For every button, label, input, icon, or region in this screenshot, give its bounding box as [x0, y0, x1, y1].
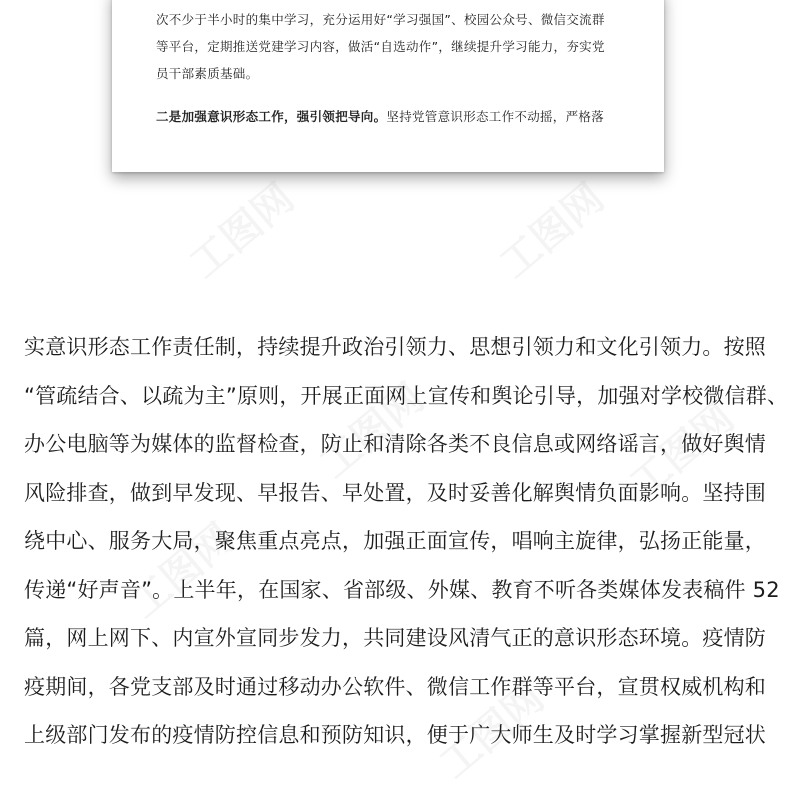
section-heading: 二是加强意识形态工作，强引领把导向。 [156, 109, 387, 124]
watermark [176, 168, 305, 289]
text-line: 绕中心、服务大局，聚焦重点亮点，加强正面宣传，唱响主旋律，弘扬正能量， [24, 529, 766, 553]
preview-line: 等平台，定期推送党建学习内容，做活“自选动作”，继续提升学习能力，夯实党 [156, 39, 605, 54]
main-text [24, 323, 789, 760]
text-line: 办公电脑等为媒体的监督检查，防止和清除各类不良信息或网络谣言，做好舆情 [24, 432, 766, 456]
watermark [486, 168, 615, 289]
preview-line: 员干部素质基础。 [156, 66, 259, 81]
text-line: 传递“好声音”。上半年，在国家、省部级、外媒、教育不听各类媒体发表稿件 52 [24, 577, 780, 602]
preview-line: 次不少于半小时的集中学习，充分运用好“学习强国”、校园公众号、微信交流群 [156, 12, 605, 27]
text-line: 实意识形态工作责任制，持续提升政治引领力、思想引领力和文化引领力。按照 [24, 335, 766, 359]
text-line: 风险排查，做到早发现、早报告、早处置，及时妥善化解舆情负面影响。坚持围 [24, 480, 766, 505]
preview-line [156, 103, 650, 130]
text-line: 上级部门发布的疫情防控信息和预防知识，便于广大师生及时学习掌握新型冠状 [24, 723, 766, 747]
text-line: 疫期间，各党支部及时通过移动办公软件、微信工作群等平台，宣贯权威机构和 [24, 674, 766, 699]
text-line: “管疏结合、以疏为主”原则，开展正面网上宣传和舆论引导，加强对学校微信群、 [24, 383, 789, 408]
text-line: 篇，网上网下、内宣外宣同步发力，共同建设风清气正的意识形态环境。疫情防 [24, 626, 766, 650]
preview-text [156, 6, 650, 130]
section-text: 坚持党管意识形态工作不动摇，严格落 [386, 109, 605, 124]
